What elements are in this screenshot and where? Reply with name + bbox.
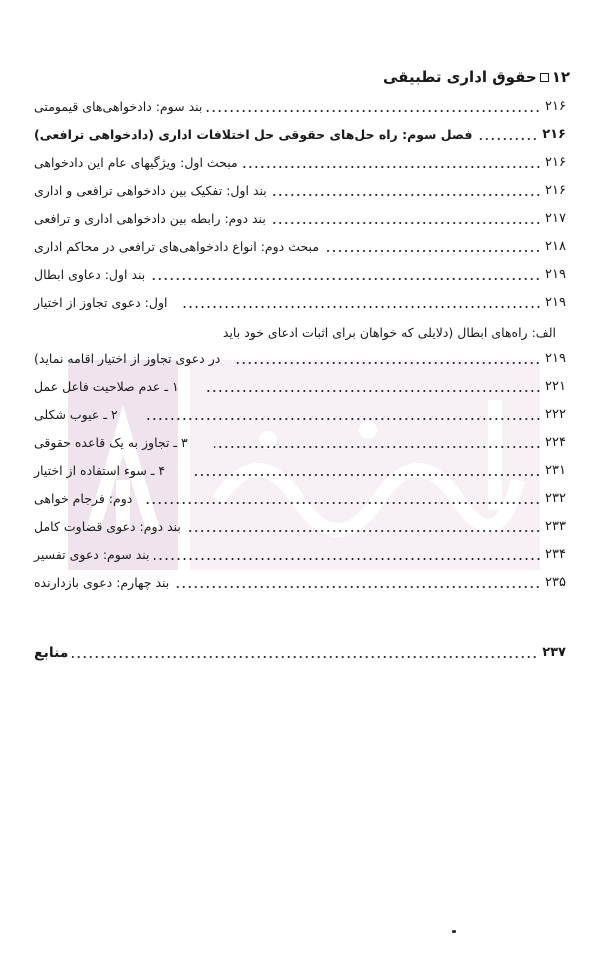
leader-dots xyxy=(173,574,541,592)
toc-entry xyxy=(34,372,566,396)
toc-entry-title: ۲ ـ عیوب شکلی xyxy=(34,407,118,422)
toc-entry-page: ۲۳۳ xyxy=(545,519,566,534)
toc-entry xyxy=(34,344,566,368)
leader-dots xyxy=(323,238,541,256)
toc-entry-page: ۲۳۴ xyxy=(545,547,566,562)
leader-dots xyxy=(206,98,541,116)
toc-entry xyxy=(34,92,566,116)
toc-entry-title: مبحث اول: ویژگیهای عام این دادخواهی xyxy=(34,155,238,170)
toc-entry-title: اول: دعوی تجاوز از اختیار xyxy=(34,295,168,310)
toc-entry xyxy=(34,260,566,284)
toc-entry-page: ۲۱۷ xyxy=(545,211,566,226)
leader-dots xyxy=(242,154,541,172)
leader-dots xyxy=(154,546,542,564)
toc-entry-page: ۲۱۹ xyxy=(545,267,566,282)
toc-entry-page: ۲۳۱ xyxy=(545,463,566,478)
toc-entry-title: بند دوم: دعوی قضاوت کامل xyxy=(34,519,181,534)
leader-dots xyxy=(72,644,538,662)
toc-entry xyxy=(34,484,566,508)
square-bullet-icon xyxy=(540,73,549,82)
toc-entry-title: منابع xyxy=(34,645,69,661)
toc-entry-title: بند اول: دعاوی ابطال xyxy=(34,267,146,282)
leader-dots xyxy=(270,210,541,228)
toc-entry-title: ۱ ـ عدم صلاحیت فاعل عمل xyxy=(34,379,179,394)
toc-entry xyxy=(34,288,566,312)
toc-entry-title-line1: الف: راه‌های ابطال (دلایلی که خواهان برای اثبات ادعای خود باید xyxy=(222,325,556,340)
page-mark xyxy=(452,930,456,933)
leader-dots xyxy=(205,378,541,396)
toc-entry xyxy=(34,540,566,564)
toc-entry-page: ۲۲۱ xyxy=(545,379,566,394)
toc-entry-page: ۲۳۵ xyxy=(545,575,566,590)
toc-entry-page: ۲۳۷ xyxy=(542,645,566,660)
leader-dots xyxy=(149,266,541,284)
toc-entry-page: ۲۱۶ xyxy=(542,127,566,142)
toc-entry-page: ۲۲۴ xyxy=(545,435,566,450)
toc-entry xyxy=(34,176,566,200)
toc-entry-title: ۴ ـ سوء استفاده از اختیار xyxy=(34,463,166,478)
toc-entry xyxy=(34,232,566,256)
toc-entry xyxy=(34,568,566,592)
leader-dots xyxy=(476,126,538,144)
toc-entry-title: بند سوم: دادخواهی‌های قیمومتی xyxy=(34,99,203,114)
toc-entry xyxy=(34,204,566,228)
running-header xyxy=(383,68,570,86)
toc-entry xyxy=(34,400,566,424)
toc-entry-page: ۲۱۶ xyxy=(545,99,566,114)
leader-dots xyxy=(234,350,541,368)
leader-dots xyxy=(182,294,542,312)
toc-entry xyxy=(34,512,566,536)
toc-entry-page: ۲۲۲ xyxy=(545,407,566,422)
toc-entry-page: ۲۱۶ xyxy=(545,155,566,170)
toc-entry-title: بند چهارم: دعوی بازدارنده xyxy=(34,575,170,590)
toc-entry-title: فصل سوم: راه حل‌های حقوقی حل اختلافات اداری (دادخواهی ترافعی) xyxy=(34,127,473,142)
toc-entry xyxy=(34,120,566,144)
leader-dots xyxy=(144,406,541,424)
toc-entry-title: بند سوم: دعوی تفسیر xyxy=(34,547,150,562)
toc-entry xyxy=(34,456,566,480)
toc-entry-title: بند دوم: رابطه بین دادخواهی اداری و ترافعی xyxy=(34,211,266,226)
leader-dots xyxy=(214,434,541,452)
leader-dots xyxy=(191,462,541,480)
leader-dots xyxy=(146,490,541,508)
header-book-title: حقوق اداری تطبیقی xyxy=(382,68,537,86)
toc-entry xyxy=(34,638,566,662)
toc-entry-title: بند اول: تفکیک بین دادخواهی ترافعی و اداری xyxy=(34,183,267,198)
toc-entry-title: مبحث دوم: انواع دادخواهی‌های ترافعی در محاکم اداری xyxy=(34,239,320,254)
leader-dots xyxy=(271,182,541,200)
toc-entry-title: در دعوی تجاوز از اختیار اقامه نماید) xyxy=(34,351,221,366)
leader-dots xyxy=(185,518,541,536)
header-page-number: ۱۲ xyxy=(551,68,570,86)
toc-entry-title: ۳ ـ تجاوز به یک قاعده حقوقی xyxy=(34,435,188,450)
toc-entry-page: ۲۱۸ xyxy=(545,239,566,254)
toc-entry xyxy=(34,428,566,452)
toc-entry-page: ۲۱۶ xyxy=(545,183,566,198)
toc-entry-page: ۲۱۹ xyxy=(545,351,566,366)
toc-entry-page: ۲۱۹ xyxy=(545,295,566,310)
toc-entry xyxy=(34,148,566,172)
toc-entry-title: دوم: فرجام خواهی xyxy=(34,491,133,506)
toc-entry-page: ۲۳۲ xyxy=(545,491,566,506)
